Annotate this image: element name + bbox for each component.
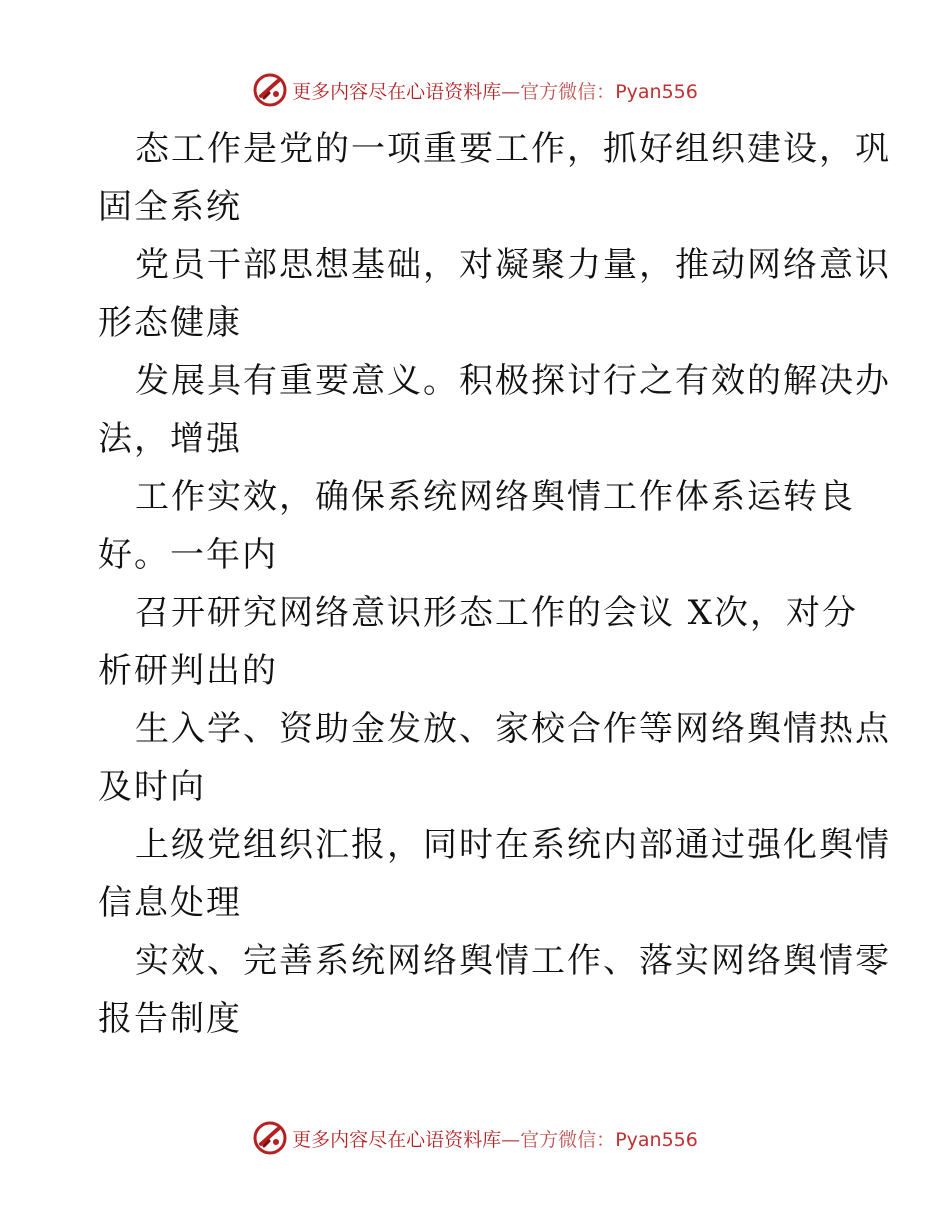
watermark-text (292, 77, 698, 104)
paragraph-line: 生入学、资助金发放、家校合作等网络舆情热点 (135, 709, 891, 749)
paragraph-line: 形态健康 (98, 303, 242, 343)
watermark-id: Pyan556 (615, 1128, 698, 1151)
pen-logo-icon (252, 72, 288, 108)
footer-watermark (0, 1118, 950, 1158)
paragraph-line: 报告制度 (98, 999, 242, 1039)
watermark-main: 更多内容尽在心语资料库 (292, 80, 502, 103)
paragraph-line: 好。一年内 (98, 535, 278, 575)
watermark-sub: —官方微信： (501, 80, 616, 103)
paragraph (98, 120, 891, 236)
paragraph (98, 816, 891, 932)
watermark-main: 更多内容尽在心语资料库 (292, 1128, 502, 1151)
header-watermark (0, 70, 950, 110)
watermark-sub: —官方微信： (501, 1128, 616, 1151)
paragraph-line: 工作实效，确保系统网络舆情工作体系运转良 (135, 477, 855, 517)
paragraph-line: 上级党组织汇报，同时在系统内部通过强化舆情 (135, 825, 891, 865)
paragraph-line: 固全系统 (98, 187, 242, 227)
paragraph-line: 实效、完善系统网络舆情工作、落实网络舆情零 (135, 941, 891, 981)
paragraph-line: 析研判出的 (98, 651, 278, 691)
paragraph-line: 法，增强 (98, 419, 242, 459)
paragraph-line: 党员干部思想基础，对凝聚力量，推动网络意识 (135, 245, 891, 285)
document-body (98, 120, 891, 1048)
paragraph (98, 236, 891, 352)
paragraph-line: 召开研究网络意识形态工作的会议 X次，对分 (135, 593, 859, 633)
paragraph (98, 932, 891, 1048)
pen-logo-icon (252, 1120, 288, 1156)
watermark-id: Pyan556 (615, 80, 698, 103)
paragraph-line: 发展具有重要意义。积极探讨行之有效的解决办 (135, 361, 891, 401)
paragraph (98, 700, 891, 816)
paragraph (98, 352, 891, 468)
paragraph (98, 468, 858, 584)
paragraph-line: 信息处理 (98, 883, 242, 923)
paragraph-line: 及时向 (98, 767, 206, 807)
watermark-text (292, 1125, 698, 1152)
paragraph (98, 584, 858, 700)
paragraph-line: 态工作是党的一项重要工作，抓好组织建设，巩 (135, 129, 891, 169)
